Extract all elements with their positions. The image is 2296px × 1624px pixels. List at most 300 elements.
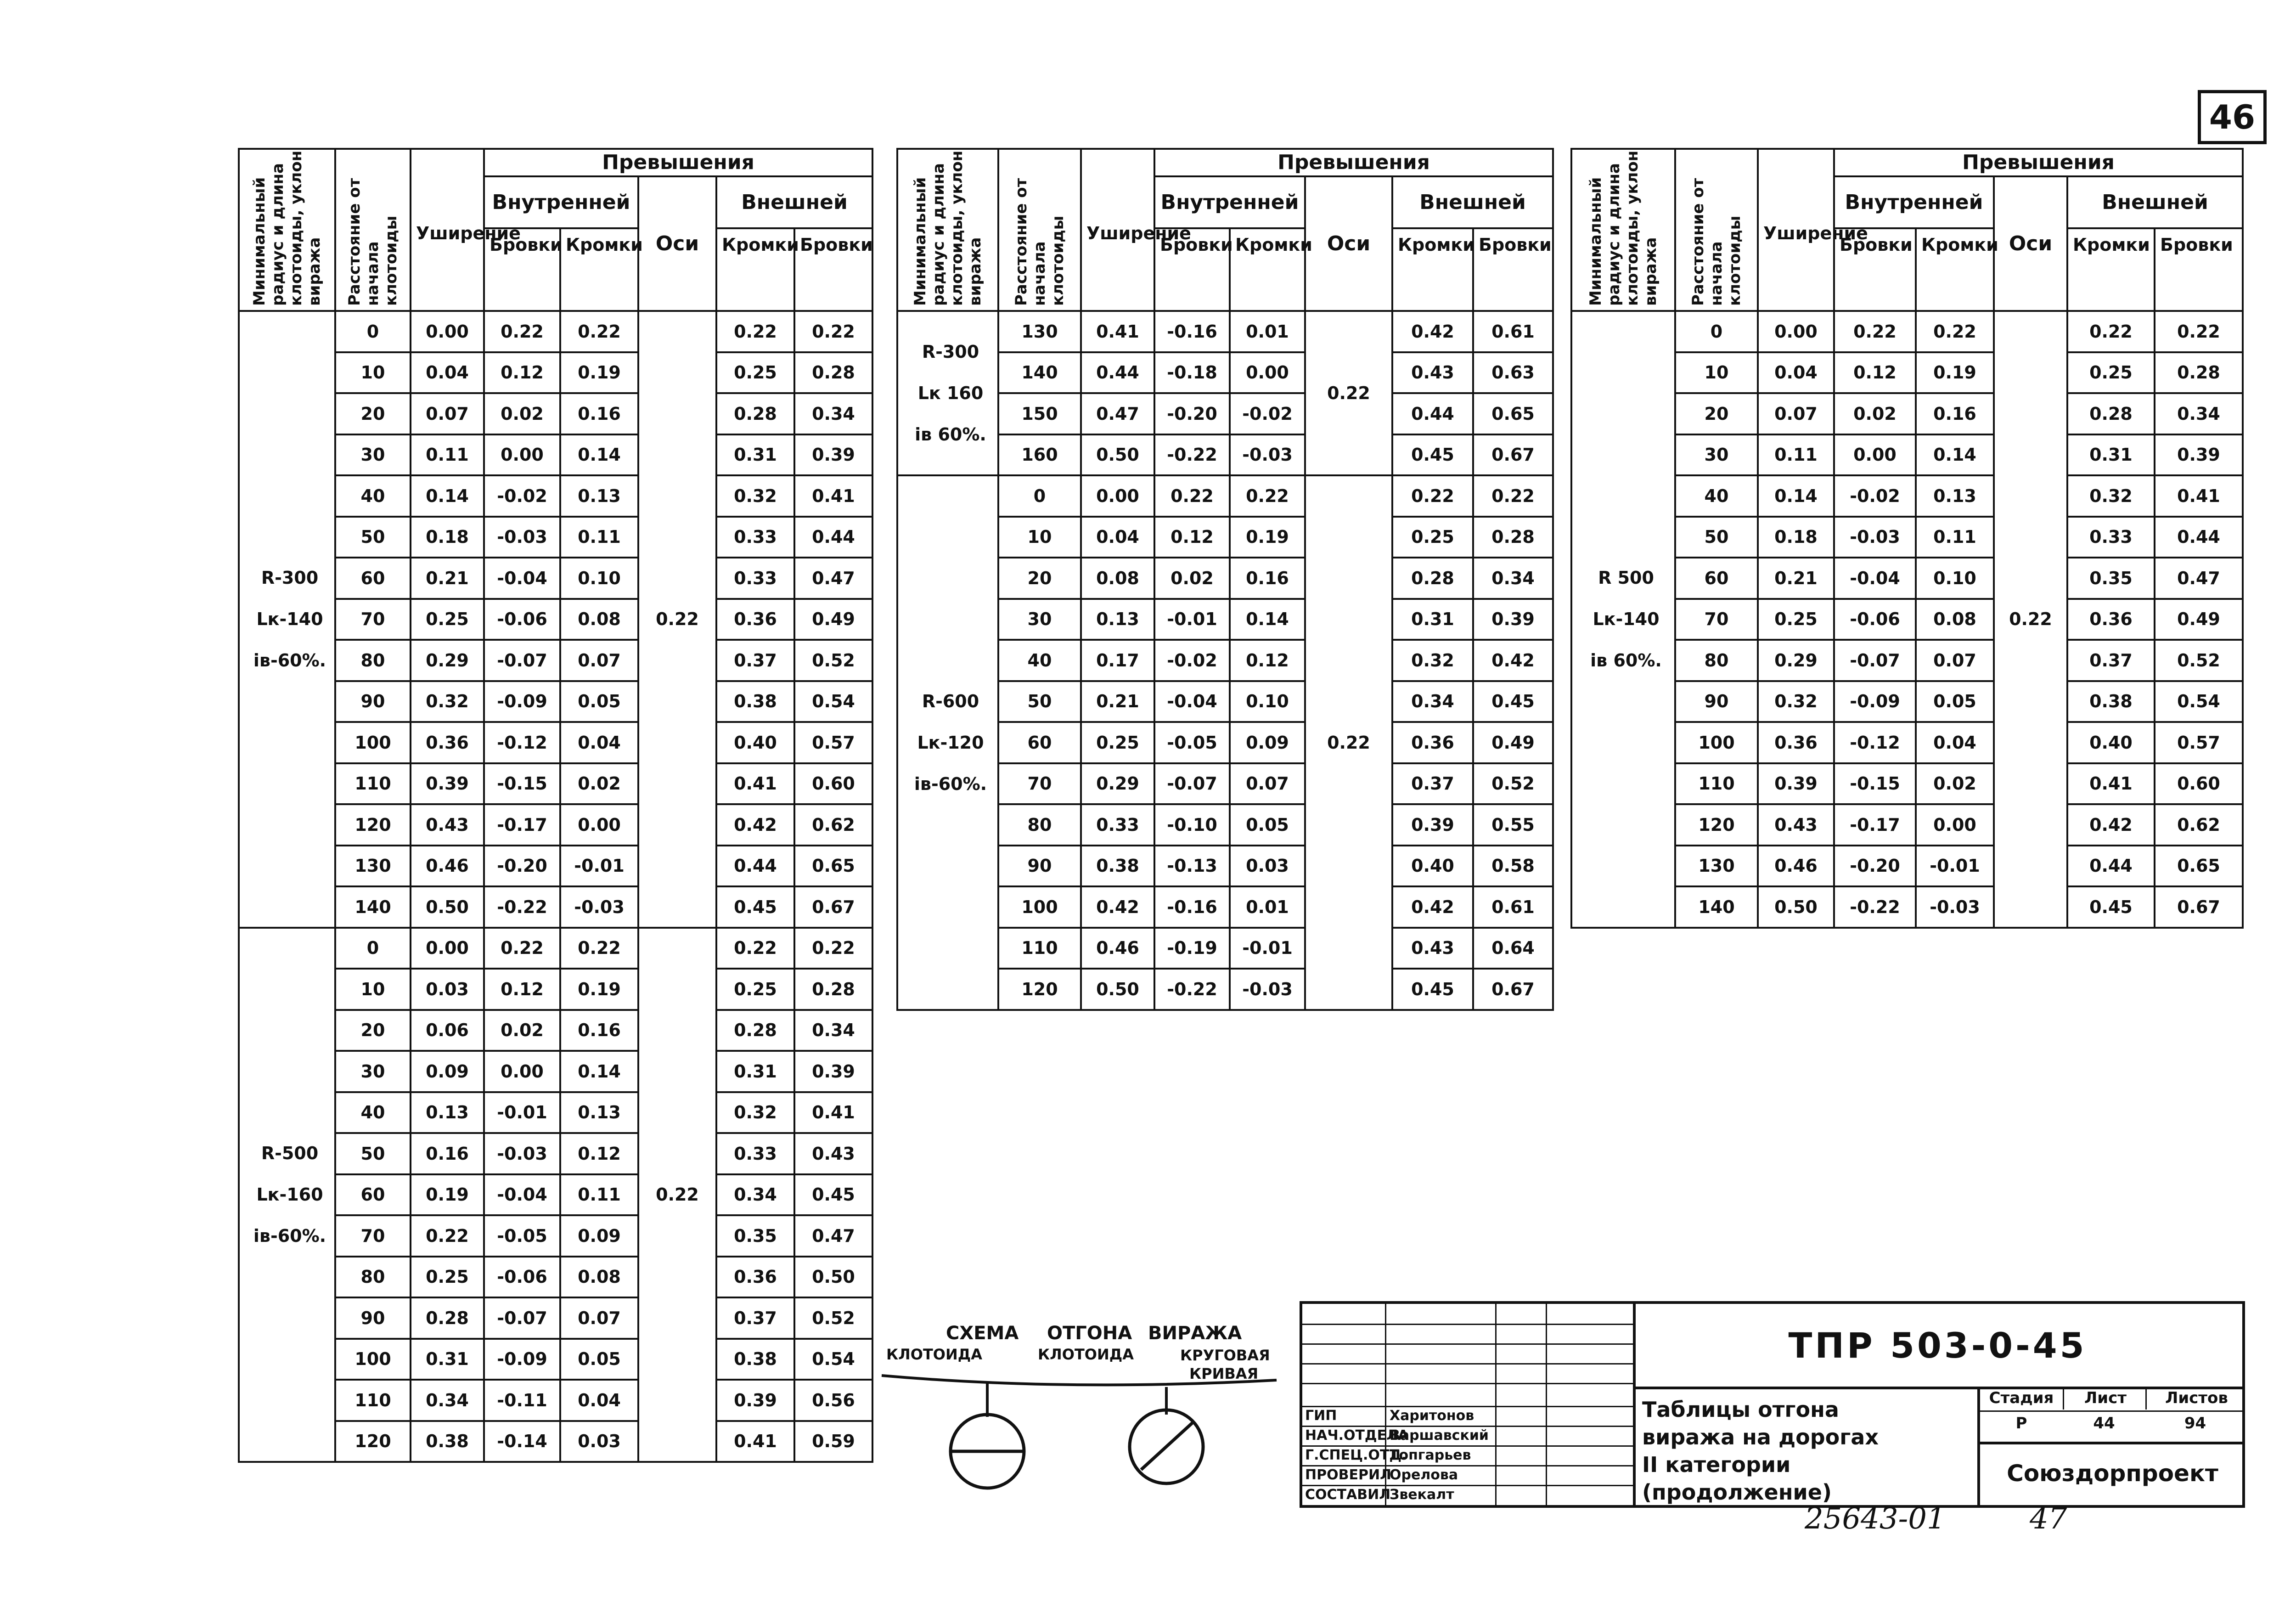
table-cell: 0.44 xyxy=(716,846,794,887)
table-cell: 0.22 xyxy=(794,928,872,969)
table-cell: 0.54 xyxy=(2155,681,2243,722)
table-cell: 0.10 xyxy=(560,558,638,599)
table-cell: 0.63 xyxy=(1473,352,1553,394)
table-cell: 0.45 xyxy=(1392,969,1473,1010)
table-cell: 0.22 xyxy=(1473,475,1553,517)
table-cell: 0.12 xyxy=(484,352,560,394)
table-row xyxy=(1571,311,2243,352)
table-cell: -0.09 xyxy=(484,1339,560,1380)
header-distance xyxy=(335,149,411,311)
table-cell: 70 xyxy=(998,763,1081,805)
clothoid-table-3 xyxy=(1570,148,2244,929)
table-cell: 90 xyxy=(335,1297,411,1339)
table-cell: 30 xyxy=(335,434,411,476)
table-cell: 0.12 xyxy=(1230,640,1305,681)
table-cell: 0.22 xyxy=(560,928,638,969)
table-cell: 0.07 xyxy=(411,393,484,434)
header-curb-2: Кромки xyxy=(716,228,794,311)
table-cell: 140 xyxy=(1675,886,1758,928)
table-cell: 0.08 xyxy=(1081,558,1154,599)
header-distance-text: Расстояние от начала клотоиды xyxy=(1689,178,1744,306)
table-cell: 0.40 xyxy=(2067,722,2155,763)
table-cell: 140 xyxy=(335,886,411,928)
table-cell: -0.07 xyxy=(1834,640,1916,681)
header-elevations: Превышения xyxy=(1834,149,2243,176)
table-cell: 0 xyxy=(1675,311,1758,352)
sheet-value: 44 xyxy=(2093,1414,2115,1432)
table-cell: 0.42 xyxy=(1473,640,1553,681)
table-cell: 60 xyxy=(998,722,1081,763)
role-name: Харитонов xyxy=(1390,1408,1474,1424)
table-cell: 0.52 xyxy=(2155,640,2243,681)
table-cell: -0.01 xyxy=(1230,928,1305,969)
table-cell: 0.49 xyxy=(794,599,872,640)
table-row xyxy=(239,311,872,352)
table-cell: 0.65 xyxy=(2155,846,2243,887)
table-cell: -0.01 xyxy=(484,1092,560,1133)
table-cell: -0.03 xyxy=(1834,517,1916,558)
table-cell: -0.01 xyxy=(1154,599,1230,640)
table-cell: 0.12 xyxy=(1834,352,1916,394)
header-curb-1: Кромки xyxy=(1916,228,1994,311)
table-cell: 60 xyxy=(335,1174,411,1216)
table-cell: 0.39 xyxy=(716,1380,794,1421)
table-cell: 0.28 xyxy=(794,352,872,394)
table-cell: 0.16 xyxy=(560,1010,638,1051)
table-cell: 0.34 xyxy=(794,393,872,434)
table-cell: 70 xyxy=(335,599,411,640)
header-distance xyxy=(998,149,1081,311)
sheet-number: 46 xyxy=(2198,90,2267,144)
table-cell: 0.07 xyxy=(560,640,638,681)
table-cell: 0.54 xyxy=(794,1339,872,1380)
table-cell: -0.20 xyxy=(484,846,560,887)
table-cell: 0 xyxy=(998,475,1081,517)
sheet-header: Лист xyxy=(2063,1387,2147,1410)
table-cell: 20 xyxy=(335,1010,411,1051)
table-cell: 0.44 xyxy=(2155,517,2243,558)
table-cell: 130 xyxy=(998,311,1081,352)
table-cell: 0.45 xyxy=(716,886,794,928)
group-label xyxy=(1571,311,1675,928)
table-cell: 0.16 xyxy=(560,393,638,434)
table-cell: 0.45 xyxy=(794,1174,872,1216)
table-cell: 0.00 xyxy=(484,1051,560,1092)
header-curb-2: Кромки xyxy=(1392,228,1473,311)
table-cell: 0.19 xyxy=(560,969,638,1010)
table-cell: 0.31 xyxy=(716,434,794,476)
table-cell: 0.04 xyxy=(1758,352,1834,394)
role-label: Г.СПЕЦ.ОТД. xyxy=(1305,1447,1407,1463)
table-cell: 0.29 xyxy=(411,640,484,681)
table-cell: 0.07 xyxy=(560,1297,638,1339)
header-elevations: Превышения xyxy=(484,149,872,176)
table-cell: 0.14 xyxy=(1916,434,1994,476)
table-cell: 0.02 xyxy=(1916,763,1994,805)
table-cell: 0.43 xyxy=(1392,352,1473,394)
table-cell: 0.13 xyxy=(411,1092,484,1133)
table-cell: 0.49 xyxy=(1473,722,1553,763)
table-cell: 0.43 xyxy=(411,804,484,846)
group-label-line: R-500 xyxy=(261,1143,319,1164)
schema-drawing xyxy=(872,1323,1286,1506)
table-cell: -0.14 xyxy=(484,1421,560,1462)
group-label-line: R-600 xyxy=(922,691,979,711)
superelevation-schema xyxy=(872,1323,1286,1506)
table-cell: 0.19 xyxy=(1230,517,1305,558)
header-inner: Внутренней xyxy=(484,176,638,228)
table-cell: 120 xyxy=(335,804,411,846)
header-edge-0: Бровки xyxy=(1834,228,1916,311)
table-cell: 0.36 xyxy=(1392,722,1473,763)
table-cell: 0.06 xyxy=(411,1010,484,1051)
table-cell: 0.04 xyxy=(411,352,484,394)
table-cell: 0.31 xyxy=(411,1339,484,1380)
table-cell: 0.41 xyxy=(716,1421,794,1462)
table-cell: 0.33 xyxy=(1081,804,1154,846)
table-cell: 0.46 xyxy=(1081,928,1154,969)
table-cell: 0.67 xyxy=(794,886,872,928)
table-cell: 0.21 xyxy=(1081,681,1154,722)
table-cell: 0.00 xyxy=(1834,434,1916,476)
table-cell: 10 xyxy=(335,969,411,1010)
table-cell: 40 xyxy=(335,1092,411,1133)
table-cell: 0.22 xyxy=(716,928,794,969)
table-cell: 70 xyxy=(1675,599,1758,640)
table-cell: -0.22 xyxy=(484,886,560,928)
table-cell: 0.11 xyxy=(560,1174,638,1216)
table-cell: 120 xyxy=(998,969,1081,1010)
table-cell: -0.11 xyxy=(484,1380,560,1421)
table-cell: 0.40 xyxy=(1392,846,1473,887)
table-cell: 0.47 xyxy=(2155,558,2243,599)
table-cell: 0.05 xyxy=(560,681,638,722)
table-cell: 0.34 xyxy=(411,1380,484,1421)
table-cell: 0.31 xyxy=(716,1051,794,1092)
table-cell: 0.28 xyxy=(1473,517,1553,558)
table-cell: 0.39 xyxy=(1473,599,1553,640)
schema-label-curve-1: КРУГОВАЯ xyxy=(1180,1347,1270,1364)
table-cell: 0.25 xyxy=(1081,722,1154,763)
table-cell: 40 xyxy=(335,475,411,517)
table-cell: -0.17 xyxy=(484,804,560,846)
table-cell: 0.67 xyxy=(1473,434,1553,476)
table-cell: 100 xyxy=(998,886,1081,928)
table-cell: 0.13 xyxy=(1916,475,1994,517)
table-cell: 140 xyxy=(998,352,1081,394)
table-cell: 90 xyxy=(335,681,411,722)
table-cell: 0.05 xyxy=(1916,681,1994,722)
table-cell: 0.02 xyxy=(560,763,638,805)
table-row xyxy=(897,475,1553,517)
table-cell: -0.01 xyxy=(1916,846,1994,887)
table-cell: 0.41 xyxy=(794,1092,872,1133)
group-label-line: iв-60%. xyxy=(914,773,987,794)
table-cell: 60 xyxy=(335,558,411,599)
axis-cell: 0.22 xyxy=(638,311,716,928)
table-cell: 0.31 xyxy=(2067,434,2155,476)
header-elevations: Превышения xyxy=(1154,149,1553,176)
table-cell: 0.58 xyxy=(1473,846,1553,887)
table-cell: 0.35 xyxy=(716,1215,794,1257)
table-cell: 50 xyxy=(335,517,411,558)
table-cell: 0.22 xyxy=(716,311,794,352)
table-cell: 0.38 xyxy=(1081,846,1154,887)
table-cell: 0.37 xyxy=(2067,640,2155,681)
table-cell: 0.47 xyxy=(1081,393,1154,434)
table-cell: 0.00 xyxy=(1081,475,1154,517)
table-cell: 0.32 xyxy=(1392,640,1473,681)
table-cell: 0.36 xyxy=(411,722,484,763)
table-cell: 0.45 xyxy=(1392,434,1473,476)
table-cell: 0.33 xyxy=(716,517,794,558)
table-cell: 0.10 xyxy=(1230,681,1305,722)
table-cell: -0.04 xyxy=(1154,681,1230,722)
axis-cell: 0.22 xyxy=(1305,475,1392,1010)
table-cell: 0.50 xyxy=(794,1257,872,1298)
table-cell: 0.36 xyxy=(716,1257,794,1298)
title-block xyxy=(1300,1301,2245,1508)
table-cell: 0.41 xyxy=(2067,763,2155,805)
group-label-line: Lк-160 xyxy=(256,1184,323,1205)
table-cell: 0.34 xyxy=(2155,393,2243,434)
group-label-line: iв-60%. xyxy=(253,1226,326,1246)
table-cell: -0.03 xyxy=(484,517,560,558)
table-cell: 0.38 xyxy=(716,681,794,722)
table-cell: 60 xyxy=(1675,558,1758,599)
table-row xyxy=(897,311,1553,352)
role-name: Топгарьев xyxy=(1390,1447,1471,1463)
table-cell: 0.60 xyxy=(2155,763,2243,805)
table-cell: 0.00 xyxy=(411,311,484,352)
table-cell: -0.03 xyxy=(1230,969,1305,1010)
table-cell: 0.03 xyxy=(411,969,484,1010)
table-cell: 100 xyxy=(335,1339,411,1380)
table-cell: 0.42 xyxy=(1392,886,1473,928)
table-cell: -0.20 xyxy=(1154,393,1230,434)
table-cell: 0.34 xyxy=(1473,558,1553,599)
header-distance xyxy=(1675,149,1758,311)
table-cell: -0.04 xyxy=(484,1174,560,1216)
table-cell: 0.46 xyxy=(1758,846,1834,887)
table-cell: 0.39 xyxy=(2155,434,2243,476)
table-cell: 50 xyxy=(998,681,1081,722)
table-cell: -0.03 xyxy=(1916,886,1994,928)
table-cell: 0.21 xyxy=(1758,558,1834,599)
axis-cell: 0.22 xyxy=(1305,311,1392,475)
table-cell: 130 xyxy=(1675,846,1758,887)
group-label-line: R-300 xyxy=(922,342,979,362)
table-cell: 90 xyxy=(1675,681,1758,722)
table-cell: -0.17 xyxy=(1834,804,1916,846)
header-radius-text: Минимальный радиус и длина клотоиды, уклон виража xyxy=(911,150,985,306)
table-cell: 80 xyxy=(335,640,411,681)
table-cell: 0.19 xyxy=(411,1174,484,1216)
header-axis: Оси xyxy=(1994,176,2067,311)
table-cell: 0.47 xyxy=(794,558,872,599)
group-label-line: iв 60%. xyxy=(915,424,986,445)
table-cell: 0.29 xyxy=(1081,763,1154,805)
table-cell: 0.33 xyxy=(716,558,794,599)
header-widening: Уширение xyxy=(411,149,484,311)
table-cell: -0.09 xyxy=(484,681,560,722)
group-label-line: R 500 xyxy=(1598,568,1654,588)
table-cell: 10 xyxy=(1675,352,1758,394)
table-cell: 0.34 xyxy=(1392,681,1473,722)
table-cell: 40 xyxy=(1675,475,1758,517)
table-cell: 0.03 xyxy=(1230,846,1305,887)
table-cell: 0.08 xyxy=(560,599,638,640)
table-cell: 0.25 xyxy=(411,599,484,640)
table-cell: 0.00 xyxy=(1230,352,1305,394)
table-cell: 0.67 xyxy=(2155,886,2243,928)
clothoid-table-1 xyxy=(238,148,873,1463)
table-cell: 0.45 xyxy=(2067,886,2155,928)
group-label-line: Lк 160 xyxy=(917,383,984,403)
table-cell: 70 xyxy=(335,1215,411,1257)
table-cell: 0.42 xyxy=(1392,311,1473,352)
table-cell: 0.22 xyxy=(484,928,560,969)
table-cell: -0.10 xyxy=(1154,804,1230,846)
table-cell: 0.22 xyxy=(1916,311,1994,352)
table-cell: 0.22 xyxy=(560,311,638,352)
table-cell: 0.52 xyxy=(794,640,872,681)
table-cell: 0 xyxy=(335,928,411,969)
group-label-line: Lк-120 xyxy=(917,732,984,753)
inventory-number: 25643-01 xyxy=(1805,1502,1946,1536)
header-edge-0: Бровки xyxy=(484,228,560,311)
table-cell: 0.01 xyxy=(1230,311,1305,352)
table-cell: 0.16 xyxy=(1916,393,1994,434)
table-cell: 0.00 xyxy=(411,928,484,969)
table-cell: 0.65 xyxy=(1473,393,1553,434)
table-cell: 0.02 xyxy=(484,393,560,434)
header-axis: Оси xyxy=(1305,176,1392,311)
table-cell: -0.15 xyxy=(484,763,560,805)
schema-label-clothoid-1: КЛОТОИДА xyxy=(886,1346,983,1363)
group-label xyxy=(239,928,335,1462)
table-cell: 0.12 xyxy=(1154,517,1230,558)
table-cell: -0.13 xyxy=(1154,846,1230,887)
table-cell: 90 xyxy=(998,846,1081,887)
table-cell: 0.31 xyxy=(1392,599,1473,640)
axis-cell: 0.22 xyxy=(638,928,716,1462)
sheets-header: Листов xyxy=(2145,1387,2246,1410)
table-cell: 0.50 xyxy=(1081,969,1154,1010)
table-cell: 0.21 xyxy=(411,558,484,599)
table-cell: 0.42 xyxy=(1081,886,1154,928)
table-cell: -0.09 xyxy=(1834,681,1916,722)
table-cell: -0.02 xyxy=(484,475,560,517)
header-inner: Внутренней xyxy=(1154,176,1305,228)
table-cell: 0.34 xyxy=(716,1174,794,1216)
table-cell: 0.50 xyxy=(1081,434,1154,476)
header-edge-3: Бровки xyxy=(1473,228,1553,311)
table-cell: 0.07 xyxy=(1916,640,1994,681)
table-cell: 0.38 xyxy=(716,1339,794,1380)
table-cell: 0.44 xyxy=(1081,352,1154,394)
table-cell: 0.38 xyxy=(2067,681,2155,722)
table-cell: 0.39 xyxy=(1758,763,1834,805)
role-name: Звекалт xyxy=(1390,1487,1454,1503)
schema-title-1: СХЕМА xyxy=(946,1323,1019,1344)
header-radius-text: Минимальный радиус и длина клотоиды, уклон виража xyxy=(250,150,324,306)
table-cell: -0.20 xyxy=(1834,846,1916,887)
table-cell: -0.02 xyxy=(1154,640,1230,681)
table-cell: 0.44 xyxy=(2067,846,2155,887)
document-title: Таблицы отгона виража на дорогах II категории (продолжение) xyxy=(1642,1397,1879,1505)
signature-grid xyxy=(1302,1304,1636,1505)
table-cell: -0.03 xyxy=(484,1133,560,1174)
table-cell: 0.14 xyxy=(560,434,638,476)
header-outer: Внешней xyxy=(1392,176,1553,228)
table-cell: 20 xyxy=(335,393,411,434)
table-cell: 0.03 xyxy=(560,1421,638,1462)
table-cell: 0.50 xyxy=(1758,886,1834,928)
table-cell: 0.36 xyxy=(716,599,794,640)
table-row xyxy=(239,928,872,969)
table-cell: -0.04 xyxy=(484,558,560,599)
table-cell: 0.00 xyxy=(560,804,638,846)
table-cell: 0.36 xyxy=(1758,722,1834,763)
table-cell: 0.13 xyxy=(1081,599,1154,640)
schema-label-curve-2: КРИВАЯ xyxy=(1189,1365,1259,1382)
header-edge-3: Бровки xyxy=(2155,228,2243,311)
table-cell: 0.22 xyxy=(1154,475,1230,517)
table-cell: 0.28 xyxy=(716,1010,794,1051)
header-distance-text: Расстояние от начала клотоиды xyxy=(345,178,400,306)
table-cell: 0.28 xyxy=(2155,352,2243,394)
stage-value: Р xyxy=(2015,1414,2027,1432)
header-widening: Уширение xyxy=(1758,149,1834,311)
table-cell: 20 xyxy=(998,558,1081,599)
table-cell: 0.32 xyxy=(716,475,794,517)
table-cell: 0.36 xyxy=(2067,599,2155,640)
table-cell: 0.43 xyxy=(794,1133,872,1174)
table-cell: 0.46 xyxy=(411,846,484,887)
role-name: Варшавский xyxy=(1390,1427,1489,1444)
table-cell: 0.13 xyxy=(560,1092,638,1133)
header-outer: Внешней xyxy=(716,176,872,228)
table-cell: 0.08 xyxy=(560,1257,638,1298)
table-cell: 0.43 xyxy=(1392,928,1473,969)
table-cell: 0.38 xyxy=(411,1421,484,1462)
table-cell: 0.52 xyxy=(794,1297,872,1339)
header-inner: Внутренней xyxy=(1834,176,1994,228)
group-label-line: iв-60%. xyxy=(253,650,326,671)
table-cell: 0.22 xyxy=(1230,475,1305,517)
header-curb-2: Кромки xyxy=(2067,228,2155,311)
table-cell: 0.54 xyxy=(794,681,872,722)
table-cell: 0.62 xyxy=(794,804,872,846)
table-cell: 0.02 xyxy=(1154,558,1230,599)
table-cell: 0.60 xyxy=(794,763,872,805)
clothoid-table-2 xyxy=(896,148,1554,1011)
table-cell: 0.42 xyxy=(716,804,794,846)
table-cell: 10 xyxy=(335,352,411,394)
table-cell: 80 xyxy=(1675,640,1758,681)
axis-cell: 0.22 xyxy=(1994,311,2067,928)
table-cell: 0.28 xyxy=(411,1297,484,1339)
table-cell: 0.57 xyxy=(2155,722,2243,763)
table-cell: 0.57 xyxy=(794,722,872,763)
table-cell: 0.00 xyxy=(1916,804,1994,846)
table-cell: 0.19 xyxy=(1916,352,1994,394)
table-cell: 0.11 xyxy=(411,434,484,476)
table-cell: 10 xyxy=(998,517,1081,558)
table-cell: -0.03 xyxy=(560,886,638,928)
table-cell: 0.50 xyxy=(411,886,484,928)
